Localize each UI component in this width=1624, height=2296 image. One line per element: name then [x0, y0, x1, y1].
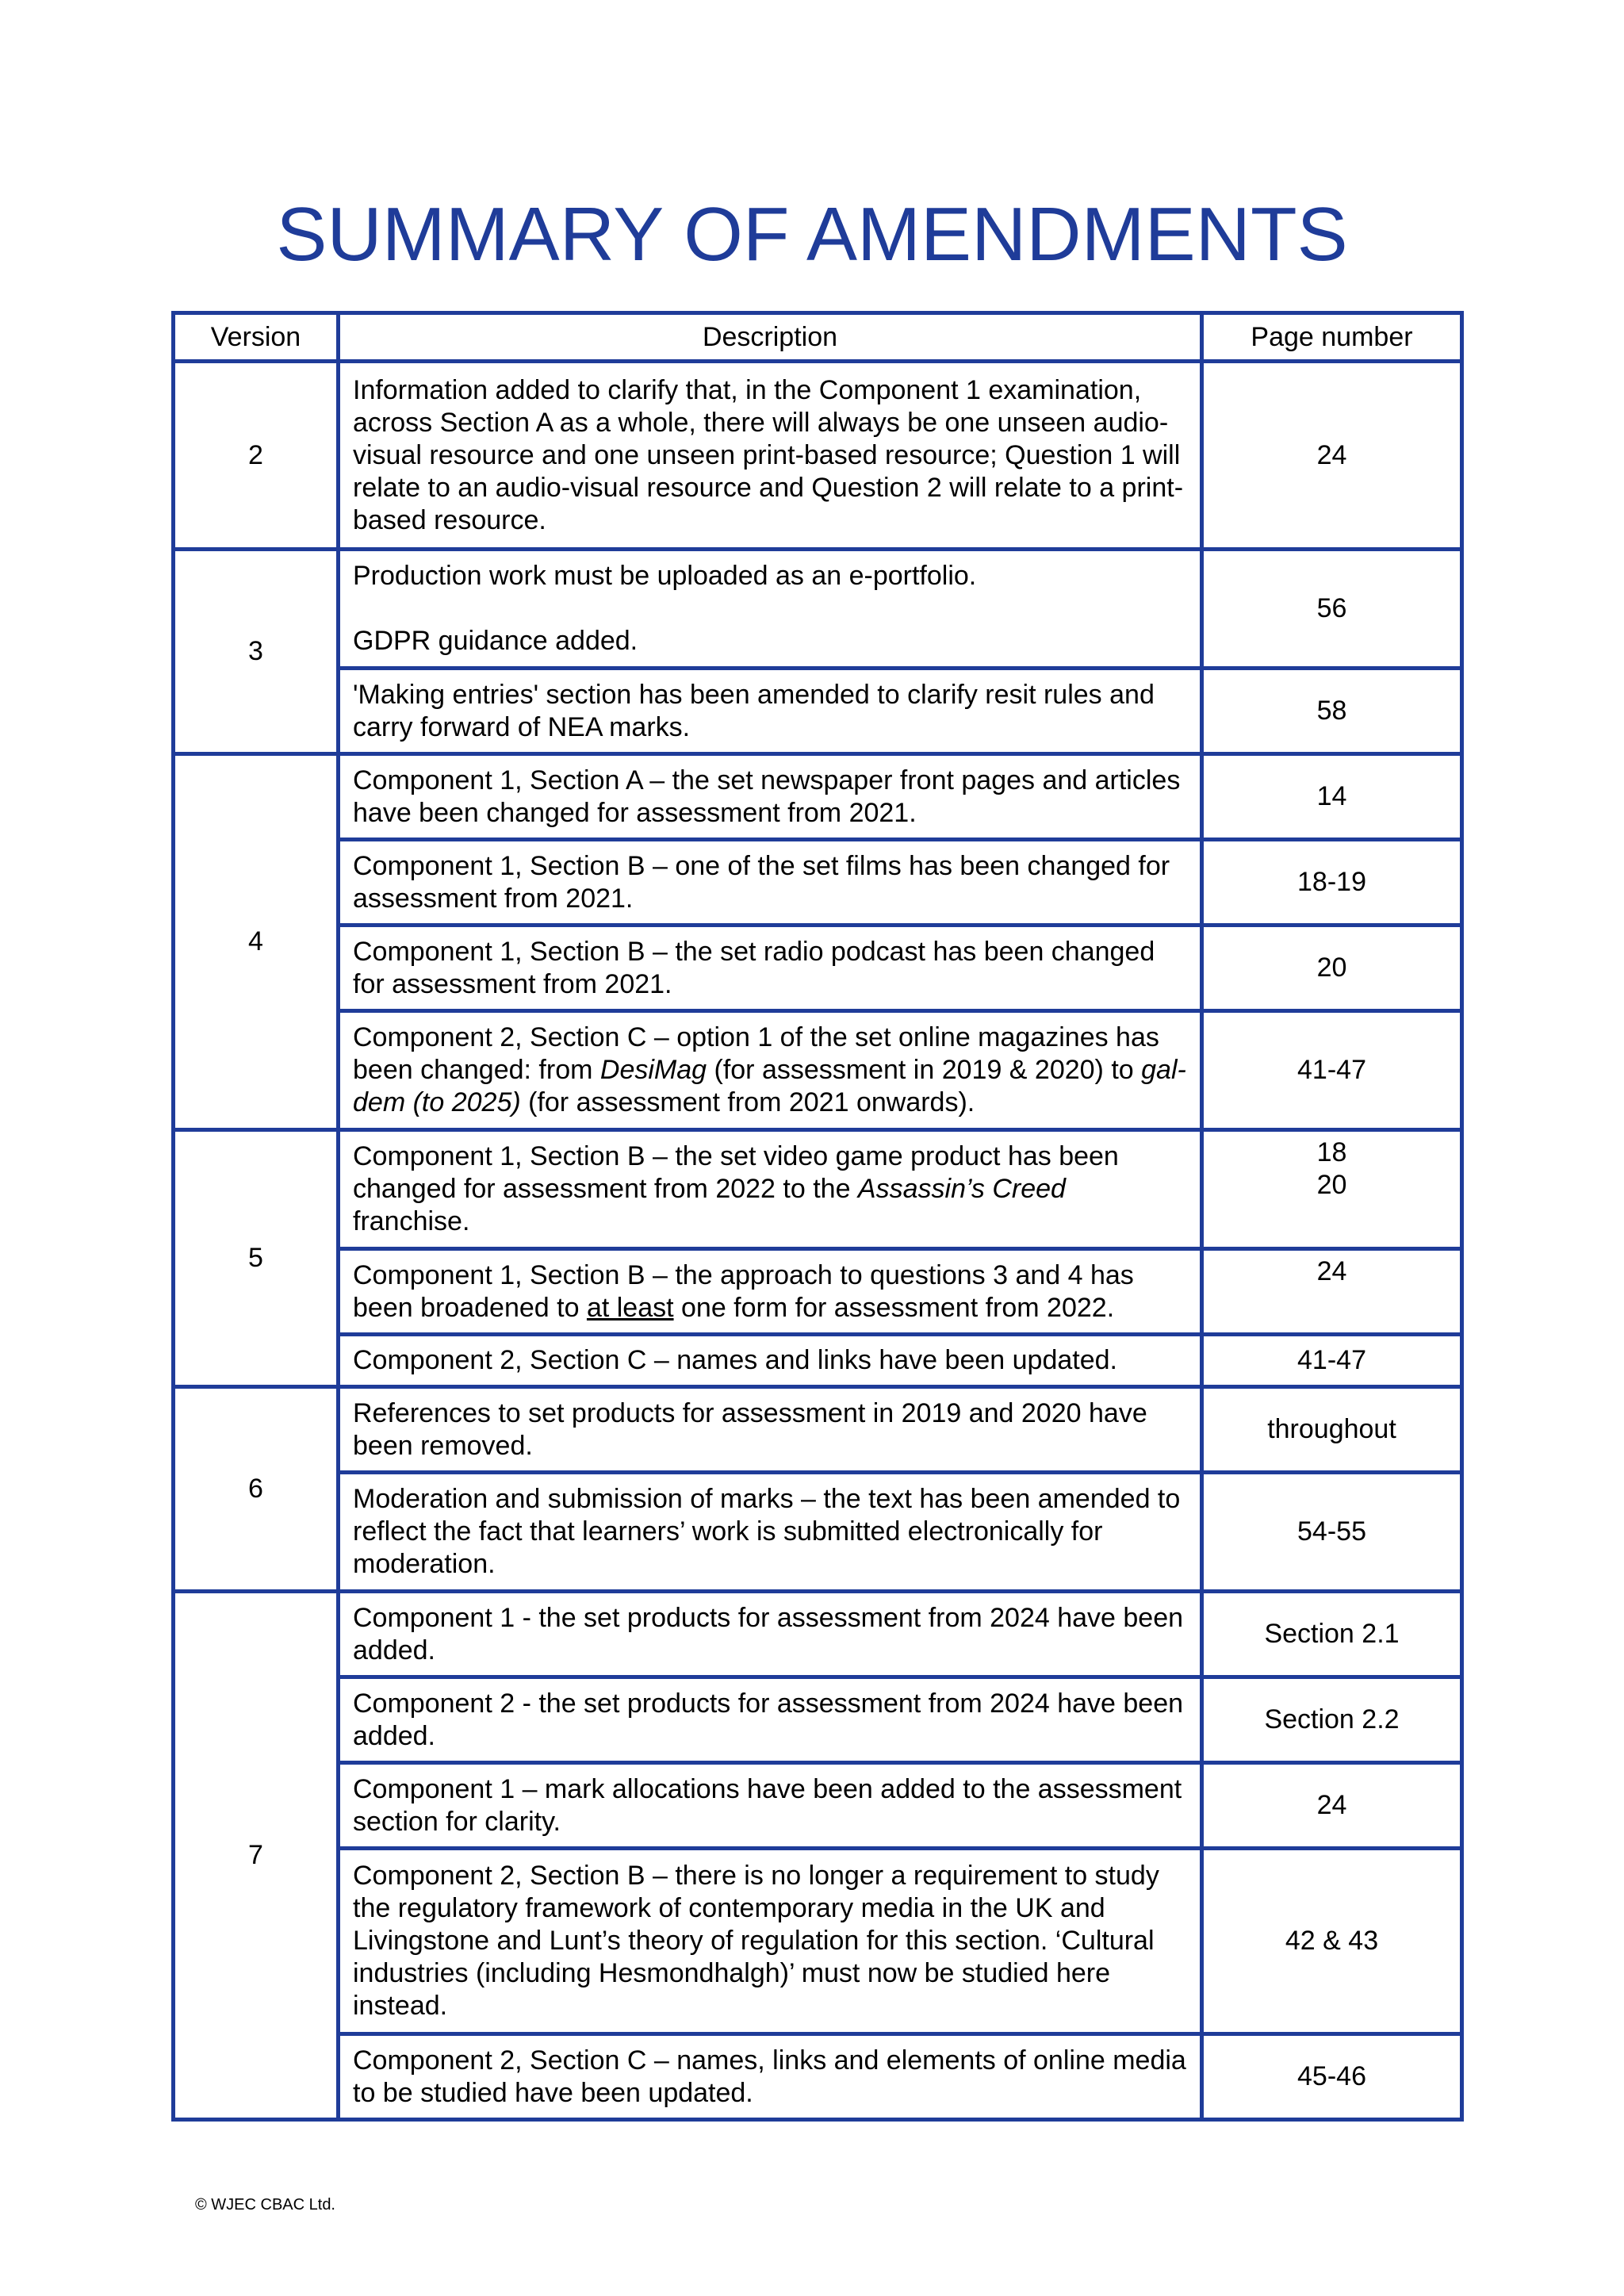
table-row — [174, 1677, 1462, 1763]
page-number-cell: 54-55 — [1202, 1473, 1462, 1592]
description-cell: Moderation and submission of marks – the text has been amended to reflect the fact that learners’ work is submitted electronically for moderation. — [339, 1473, 1202, 1592]
page-number-cell: 41-47 — [1202, 1011, 1462, 1130]
description-cell: Component 1 – mark allocations have been added to the assessment section for clarity. — [339, 1763, 1202, 1849]
description-text: GDPR guidance added. — [353, 626, 638, 656]
table-row — [174, 1130, 1462, 1249]
table-row — [174, 1473, 1462, 1592]
page-number-cell: 24 — [1202, 1249, 1462, 1335]
description-cell: Component 1, Section B – one of the set films has been changed for assessment from 2021. — [339, 840, 1202, 926]
description-cell: Component 2, Section C – names and links have been updated. — [339, 1335, 1202, 1387]
table-row — [174, 550, 1462, 669]
header-row — [174, 313, 1462, 362]
description-cell — [339, 550, 1202, 669]
table-row — [174, 362, 1462, 550]
description-text: (for assessment from 2021 onwards). — [520, 1087, 975, 1117]
page-title: SUMMARY OF AMENDMENTS — [276, 192, 1348, 277]
amendments-table — [171, 311, 1464, 2122]
copyright-footer: © WJEC CBAC Ltd. — [195, 2196, 335, 2214]
description-cell: Component 2, Section C – names, links and elements of online media to be studied have been updated. — [339, 2034, 1202, 2120]
version-cell: 5 — [174, 1130, 339, 1387]
description-cell: 'Making entries' section has been amended to clarify resit rules and carry forward of NEA marks. — [339, 669, 1202, 754]
page-number-cell: 56 — [1202, 550, 1462, 669]
version-cell: 2 — [174, 362, 339, 550]
description-cell: Component 1 - the set products for assessment from 2024 have been added. — [339, 1592, 1202, 1677]
table-row — [174, 840, 1462, 926]
description-underline: at least — [586, 1292, 674, 1323]
paragraph-gap — [353, 592, 1187, 625]
description-text: Component 1, Section B – the set video game product has been changed for assessment from 2022 to the — [353, 1141, 1119, 1204]
description-cell — [339, 1249, 1202, 1335]
table-row — [174, 669, 1462, 754]
header-description: Description — [339, 313, 1202, 362]
table-row — [174, 1335, 1462, 1387]
description-cell: Component 1, Section A – the set newspaper front pages and articles have been changed for assessment from 2021. — [339, 754, 1202, 840]
description-cell — [339, 1011, 1202, 1130]
description-cell: References to set products for assessment in 2019 and 2020 have been removed. — [339, 1387, 1202, 1473]
page-number-cell: Section 2.2 — [1202, 1677, 1462, 1763]
description-text: Component 1, Section B – the approach to questions 3 and 4 has been broadened to — [353, 1259, 1134, 1323]
page-number-cell: Section 2.1 — [1202, 1592, 1462, 1677]
page-number-cell: throughout — [1202, 1387, 1462, 1473]
description-cell: Component 2 - the set products for assessment from 2024 have been added. — [339, 1677, 1202, 1763]
description-cell: Component 1, Section B – the set radio podcast has been changed for assessment from 2021. — [339, 926, 1202, 1011]
page-number-cell: 58 — [1202, 669, 1462, 754]
table-row — [174, 926, 1462, 1011]
page-number-cell: 42 & 43 — [1202, 1849, 1462, 2034]
page-number-cell: 41-47 — [1202, 1335, 1462, 1387]
description-cell — [339, 1130, 1202, 1249]
description-text: Component 2, Section C – option 1 of the set online magazines has been changed: from — [353, 1022, 1159, 1085]
description-text: (for assessment in 2019 & 2020) to — [707, 1055, 1142, 1085]
page-number-text: 18 — [1316, 1137, 1347, 1167]
header-version: Version — [174, 313, 339, 362]
description-text: Production work must be uploaded as an e-portfolio. — [353, 561, 977, 591]
version-cell: 6 — [174, 1387, 339, 1592]
page-number-cell — [1202, 1130, 1462, 1249]
table-row — [174, 1592, 1462, 1677]
page-number-cell: 24 — [1202, 1763, 1462, 1849]
version-cell: 3 — [174, 550, 339, 754]
description-italic: Assassin’s Creed — [857, 1174, 1066, 1204]
page-number-cell: 24 — [1202, 362, 1462, 550]
header-page-number: Page number — [1202, 313, 1462, 362]
page-number-cell: 45-46 — [1202, 2034, 1462, 2120]
version-cell: 4 — [174, 754, 339, 1130]
description-text: one form for assessment from 2022. — [673, 1292, 1115, 1323]
version-cell: 7 — [174, 1592, 339, 2120]
table-row — [174, 1387, 1462, 1473]
table-row — [174, 1849, 1462, 2034]
page-number-cell: 14 — [1202, 754, 1462, 840]
table-row — [174, 1249, 1462, 1335]
page-number-cell: 18-19 — [1202, 840, 1462, 926]
table-row — [174, 2034, 1462, 2120]
table-row — [174, 1763, 1462, 1849]
description-cell: Information added to clarify that, in the Component 1 examination, across Section A as a whole, there will always be one unseen audio-visual resource and one unseen print-based resource; Question 1 will relate to an audio-visual resource and Question 2 will relate to a print-based resource. — [339, 362, 1202, 550]
table-row — [174, 1011, 1462, 1130]
description-text: franchise. — [353, 1206, 470, 1236]
table-row — [174, 754, 1462, 840]
page-number-cell: 20 — [1202, 926, 1462, 1011]
description-italic: DesiMag — [599, 1055, 707, 1085]
description-italic: gal-dem (to 2025) — [353, 1055, 1186, 1117]
page-number-text: 20 — [1316, 1170, 1347, 1200]
description-cell: Component 2, Section B – there is no longer a requirement to study the regulatory framework of contemporary media in the UK and Livingstone and Lunt’s theory of regulation for this section. ‘Cultural industries (including Hesmondhalgh)’ must now be studied here instead. — [339, 1849, 1202, 2034]
